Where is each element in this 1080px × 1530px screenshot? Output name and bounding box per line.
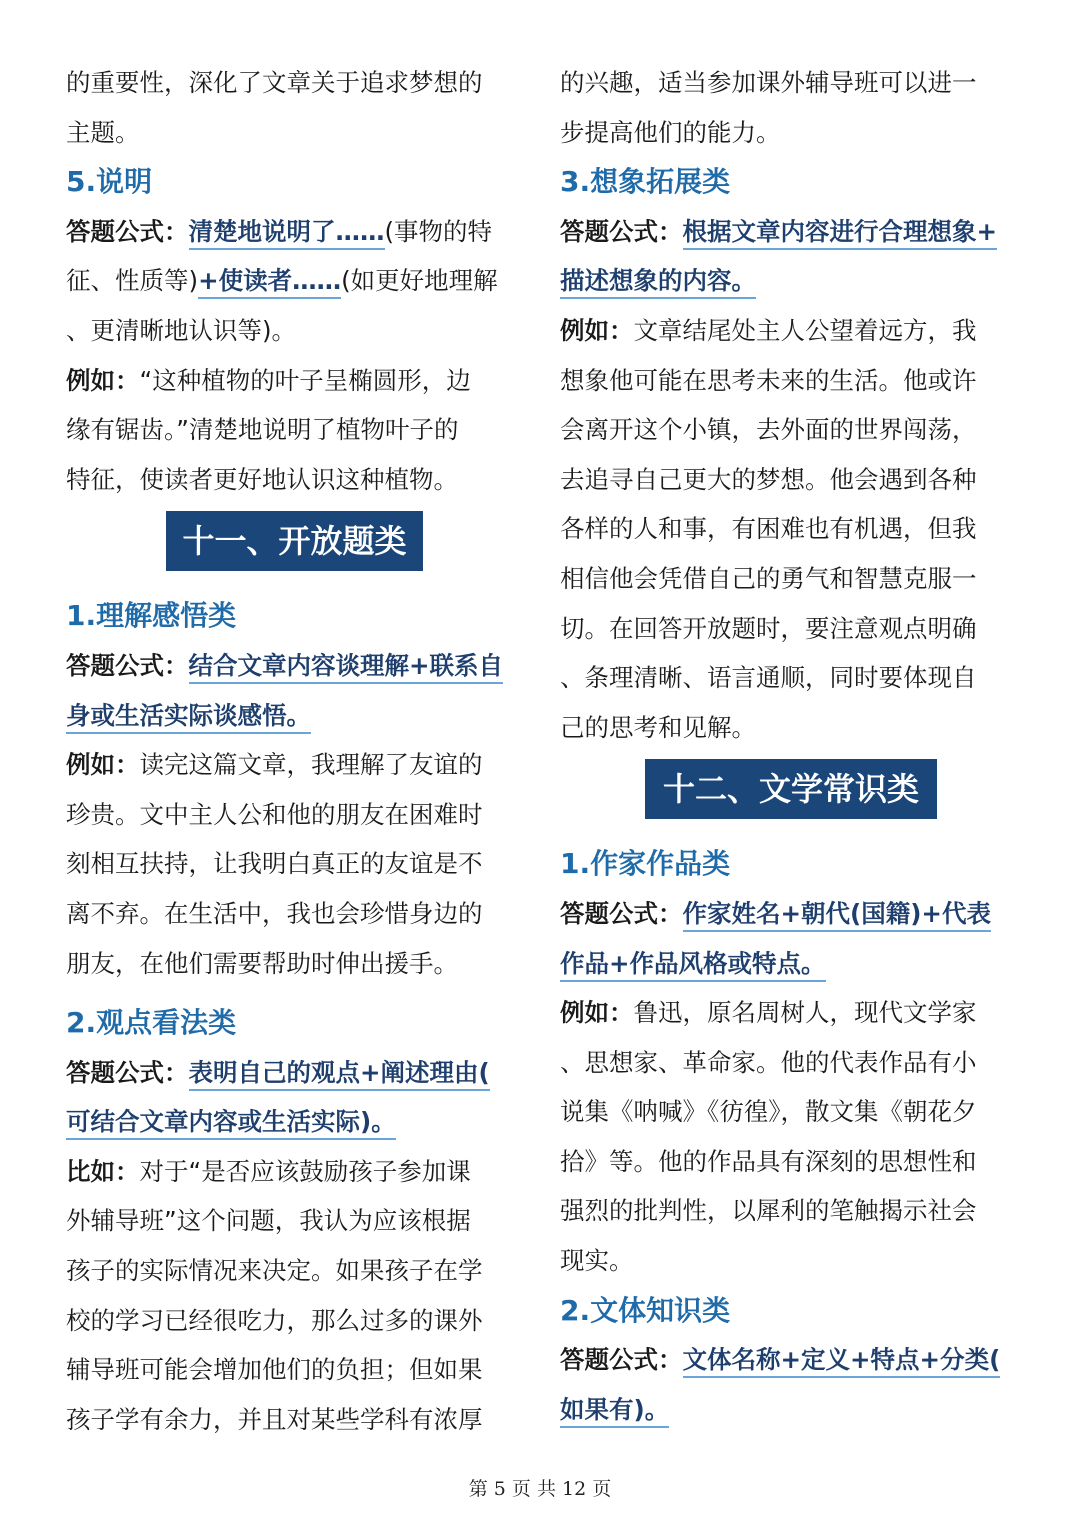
example-line: 想象他可能在思考未来的生活。他或许 bbox=[560, 365, 977, 395]
formula-line bbox=[66, 1097, 536, 1147]
formula-text: +使读者…… bbox=[198, 266, 341, 299]
formula-text: 如果有)。 bbox=[560, 1395, 669, 1428]
formula-label: 答题公式： bbox=[66, 1057, 189, 1087]
subheading-authors-works: 1.作家作品类 bbox=[560, 847, 731, 881]
example-text: 对于“是否应该鼓励孩子参加课 bbox=[139, 1156, 471, 1186]
section-header-wrap bbox=[560, 752, 1010, 839]
paragraph-line: 步提高他们的能力。 bbox=[560, 117, 781, 147]
example-line: 珍贵。文中主人公和他的朋友在困难时 bbox=[66, 799, 483, 829]
example-label: 例如： bbox=[560, 998, 634, 1028]
example-line: 现实。 bbox=[560, 1246, 634, 1276]
example-line: 孩子的实际情况来决定。如果孩子在学 bbox=[66, 1256, 483, 1286]
example-label: 例如： bbox=[66, 365, 140, 395]
paragraph-line: 主题。 bbox=[66, 117, 140, 147]
example-text: 鲁迅，原名周树人，现代文学家 bbox=[633, 998, 977, 1028]
formula-text: 描述想象的内容。 bbox=[560, 266, 756, 299]
formula-line bbox=[66, 256, 536, 306]
example-line bbox=[560, 306, 1010, 356]
example-line: 辅导班可能会增加他们的负担；但如果 bbox=[66, 1355, 483, 1385]
right-column bbox=[560, 58, 1010, 1434]
formula-text: 身或生活实际谈感悟。 bbox=[66, 701, 311, 734]
formula-note: (如更好地理解 bbox=[341, 266, 498, 296]
example-line: 切。在回答开放题时，要注意观点明确 bbox=[560, 613, 977, 643]
example-line: 去追寻自己更大的梦想。他会遇到各种 bbox=[560, 464, 977, 494]
subheading-genre-knowledge: 2.文体知识类 bbox=[560, 1293, 731, 1327]
example-text: 读完这篇文章，我理解了友谊的 bbox=[139, 750, 483, 780]
formula-text: 表明自己的观点+阐述理由( bbox=[189, 1058, 490, 1091]
formula-text: 可结合文章内容或生活实际)。 bbox=[66, 1107, 396, 1140]
example-line: 离不弃。在生活中，我也会珍惜身边的 bbox=[66, 898, 483, 928]
subheading-understanding: 1.理解感悟类 bbox=[66, 599, 237, 633]
page-footer: 第 5 页 共 12 页 bbox=[468, 1478, 612, 1500]
subheading-explain: 5.说明 bbox=[66, 165, 153, 199]
example-line bbox=[560, 988, 1010, 1038]
example-line: 己的思考和见解。 bbox=[560, 712, 756, 742]
formula-label: 答题公式： bbox=[560, 216, 683, 246]
formula-text: 作品+作品风格或特点。 bbox=[560, 949, 826, 982]
formula-line bbox=[560, 1385, 1010, 1435]
formula-text: 结合文章内容谈理解+联系自 bbox=[189, 651, 504, 684]
example-line: 特征，使读者更好地认识这种植物。 bbox=[66, 464, 458, 494]
formula-line bbox=[66, 641, 536, 691]
example-text: 文章结尾处主人公望着远方，我 bbox=[633, 315, 977, 345]
formula-text: 作家姓名+朝代(国籍)+代表 bbox=[683, 899, 991, 932]
example-line: 相信他会凭借自己的勇气和智慧克服一 bbox=[560, 563, 977, 593]
example-line: 校的学习已经很吃力，那么过多的课外 bbox=[66, 1305, 483, 1335]
formula-line bbox=[66, 1048, 536, 1098]
example-line: 缘有锯齿。”清楚地说明了植物叶子的 bbox=[66, 415, 459, 445]
formula-line bbox=[66, 691, 536, 741]
formula-label: 答题公式： bbox=[560, 1345, 683, 1375]
example-text: “这种植物的叶子呈椭圆形，边 bbox=[139, 365, 471, 395]
formula-label: 答题公式： bbox=[66, 216, 189, 246]
example-line: 、思想家、革命家。他的代表作品有小 bbox=[560, 1047, 977, 1077]
formula-text: 文体名称+定义+特点+分类( bbox=[683, 1345, 1001, 1378]
subheading-opinion: 2.观点看法类 bbox=[66, 1006, 237, 1040]
example-label: 比如： bbox=[66, 1156, 140, 1186]
section-header-open-questions: 十一、开放题类 bbox=[166, 511, 423, 571]
example-line: 、条理清晰、语言通顺，同时要体现自 bbox=[560, 663, 977, 693]
example-line: 强烈的批判性，以犀利的笔触揭示社会 bbox=[560, 1196, 977, 1226]
formula-note: 征、性质等) bbox=[66, 266, 199, 296]
formula-line bbox=[560, 889, 1010, 939]
formula-line bbox=[560, 939, 1010, 989]
formula-note: (事物的特 bbox=[384, 216, 493, 246]
formula-label: 答题公式： bbox=[66, 650, 189, 680]
example-line: 说集《呐喊》《彷徨》，散文集《朝花夕 bbox=[560, 1097, 977, 1127]
formula-line bbox=[560, 1335, 1010, 1385]
example-line: 会离开这个小镇，去外面的世界闯荡， bbox=[560, 415, 977, 445]
example-line: 刻相互扶持，让我明白真正的友谊是不 bbox=[66, 849, 483, 879]
left-column bbox=[66, 58, 536, 1444]
example-label: 例如： bbox=[560, 315, 634, 345]
example-line: 拾》等。他的作品具有深刻的思想性和 bbox=[560, 1146, 977, 1176]
formula-label: 答题公式： bbox=[560, 898, 683, 928]
subheading-imagination: 3.想象拓展类 bbox=[560, 165, 731, 199]
paragraph-line: 的重要性，深化了文章关于追求梦想的 bbox=[66, 68, 483, 97]
formula-text: 根据文章内容进行合理想象+ bbox=[683, 217, 998, 250]
section-header-literature: 十二、文学常识类 bbox=[645, 759, 937, 819]
example-line: 外辅导班”这个问题，我认为应该根据 bbox=[66, 1206, 471, 1236]
paragraph-line: 的兴趣，适当参加课外辅导班可以进一 bbox=[560, 68, 977, 97]
example-line: 各样的人和事，有困难也有机遇，但我 bbox=[560, 514, 977, 544]
formula-line: 、更清晰地认识等)。 bbox=[66, 315, 297, 345]
section-header-wrap bbox=[66, 504, 536, 591]
example-line bbox=[66, 740, 536, 790]
formula-line bbox=[560, 256, 1010, 306]
example-line bbox=[66, 1147, 536, 1197]
formula-text: 清楚地说明了…… bbox=[189, 217, 385, 250]
example-line: 孩子学有余力，并且对某些学科有浓厚 bbox=[66, 1404, 483, 1434]
example-line bbox=[66, 356, 536, 406]
example-line: 朋友，在他们需要帮助时伸出援手。 bbox=[66, 948, 458, 978]
formula-line bbox=[66, 207, 536, 257]
example-label: 例如： bbox=[66, 750, 140, 780]
formula-line bbox=[560, 207, 1010, 257]
